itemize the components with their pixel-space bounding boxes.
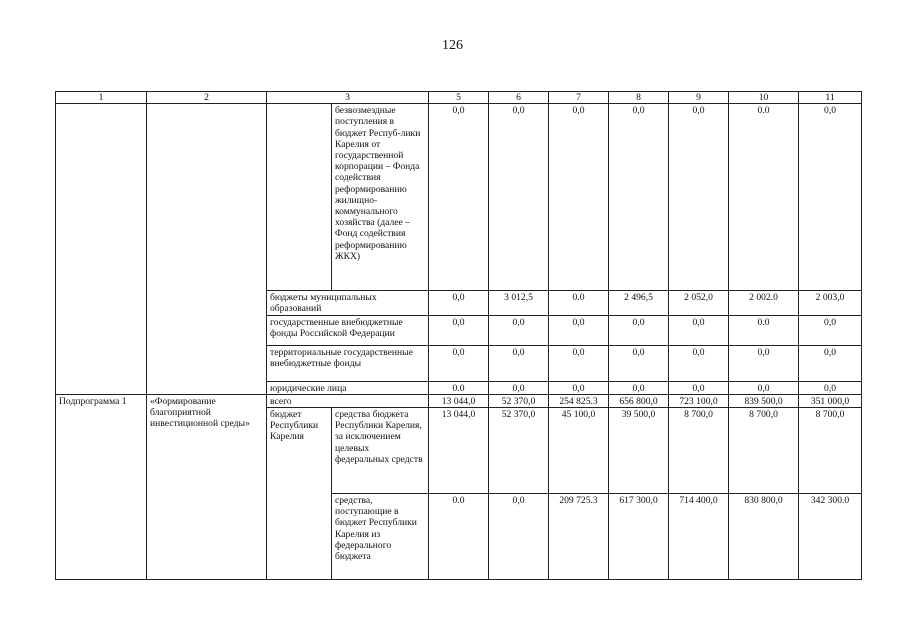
value-cell: 2 002.0 — [729, 291, 799, 315]
budget-table — [55, 91, 862, 580]
value-cell: 0,0 — [489, 345, 549, 381]
value-cell: 2 003,0 — [799, 291, 862, 315]
value-cell: 351 000,0 — [799, 394, 862, 407]
value-cell: 0,0 — [799, 104, 862, 291]
value-cell: 0,0 — [429, 291, 489, 315]
row-label: бюджеты муниципальных образований — [267, 291, 429, 315]
row-label: средства бюджета Республики Карелия, за исключением целевых федеральных средств — [332, 408, 429, 494]
empty-cell — [267, 104, 332, 291]
row-label: юридические лица — [267, 381, 429, 394]
value-cell: 8 700,0 — [799, 408, 862, 494]
value-cell: 0,0 — [549, 345, 609, 381]
value-cell: 8 700,0 — [669, 408, 729, 494]
value-cell: 0,0 — [609, 315, 669, 345]
subprogram-name: Подпрограмма 1 — [56, 394, 147, 579]
value-cell: 0,0 — [609, 104, 669, 291]
budget-label: бюджет Республики Карелия — [267, 408, 332, 580]
empty-cell — [147, 104, 267, 395]
header-cell: 10 — [729, 92, 799, 104]
value-cell: 39 500,0 — [609, 408, 669, 494]
value-cell: 209 725.3 — [549, 494, 609, 580]
value-cell: 656 800,0 — [609, 394, 669, 407]
subprogram-title: «Формирование благоприятной инвестиционной среды» — [147, 394, 267, 579]
row-label: всего — [267, 394, 429, 407]
row-label: государственные внебюджетные фонды Российской Федерации — [267, 315, 429, 345]
header-cell: 9 — [669, 92, 729, 104]
value-cell: 0,0 — [489, 494, 549, 580]
value-cell: 0,0 — [729, 381, 799, 394]
value-cell: 342 300.0 — [799, 494, 862, 580]
value-cell: 0,0 — [669, 381, 729, 394]
value-cell: 0,0 — [729, 345, 799, 381]
value-cell: 617 300,0 — [609, 494, 669, 580]
value-cell: 0,0 — [549, 381, 609, 394]
value-cell: 0,0 — [799, 315, 862, 345]
value-cell: 13 044,0 — [429, 394, 489, 407]
column-number-header — [56, 92, 862, 104]
value-cell: 13 044,0 — [429, 408, 489, 494]
value-cell: 839 500,0 — [729, 394, 799, 407]
value-cell: 2 052,0 — [669, 291, 729, 315]
value-cell: 0,0 — [489, 104, 549, 291]
header-cell: 11 — [799, 92, 862, 104]
value-cell: 254 825.3 — [549, 394, 609, 407]
header-cell: 3 — [267, 92, 429, 104]
header-cell: 5 — [429, 92, 489, 104]
value-cell: 3 012,5 — [489, 291, 549, 315]
value-cell: 0.0 — [549, 291, 609, 315]
value-cell: 0,0 — [489, 381, 549, 394]
value-cell: 0,0 — [429, 345, 489, 381]
value-cell: 45 100,0 — [549, 408, 609, 494]
value-cell: 0,0 — [669, 104, 729, 291]
header-cell: 8 — [609, 92, 669, 104]
value-cell: 0,0 — [799, 345, 862, 381]
value-cell: 0.0 — [429, 381, 489, 394]
row-label: безвозмездные поступления в бюджет Респуб-лики Карелия от государственной корпорации – Фонда содействия реформированию жилищно-коммунального хозяйства (далее – Фонд содействия реформированию ЖКХ) — [332, 104, 429, 291]
value-cell: 0.0 — [429, 494, 489, 580]
value-cell: 0,0 — [669, 345, 729, 381]
header-cell: 6 — [489, 92, 549, 104]
row-label: средства, поступающие в бюджет Республики Карелия из федерального бюджета — [332, 494, 429, 580]
header-cell: 1 — [56, 92, 147, 104]
value-cell: 0.0 — [729, 315, 799, 345]
header-cell: 2 — [147, 92, 267, 104]
table-row-subprogram-total — [56, 394, 862, 407]
row-label: территориальные государственные внебюджетные фонды — [267, 345, 429, 381]
value-cell: 52 370,0 — [489, 408, 549, 494]
value-cell: 0,0 — [549, 104, 609, 291]
table-row-free-receipts — [56, 104, 862, 291]
value-cell: 0,0 — [429, 315, 489, 345]
value-cell: 0,0 — [609, 381, 669, 394]
value-cell: 2 496,5 — [609, 291, 669, 315]
empty-cell — [56, 104, 147, 395]
value-cell: 52 370,0 — [489, 394, 549, 407]
page-number: 126 — [442, 38, 463, 53]
value-cell: 830 800,0 — [729, 494, 799, 580]
value-cell: 0,0 — [489, 315, 549, 345]
value-cell: 0,0 — [799, 381, 862, 394]
value-cell: 0,0 — [669, 315, 729, 345]
value-cell: 0,0 — [429, 104, 489, 291]
value-cell: 0.0 — [729, 104, 799, 291]
value-cell: 8 700,0 — [729, 408, 799, 494]
value-cell: 0,0 — [549, 315, 609, 345]
header-cell: 7 — [549, 92, 609, 104]
value-cell: 714 400,0 — [669, 494, 729, 580]
value-cell: 0,0 — [609, 345, 669, 381]
value-cell: 723 100,0 — [669, 394, 729, 407]
